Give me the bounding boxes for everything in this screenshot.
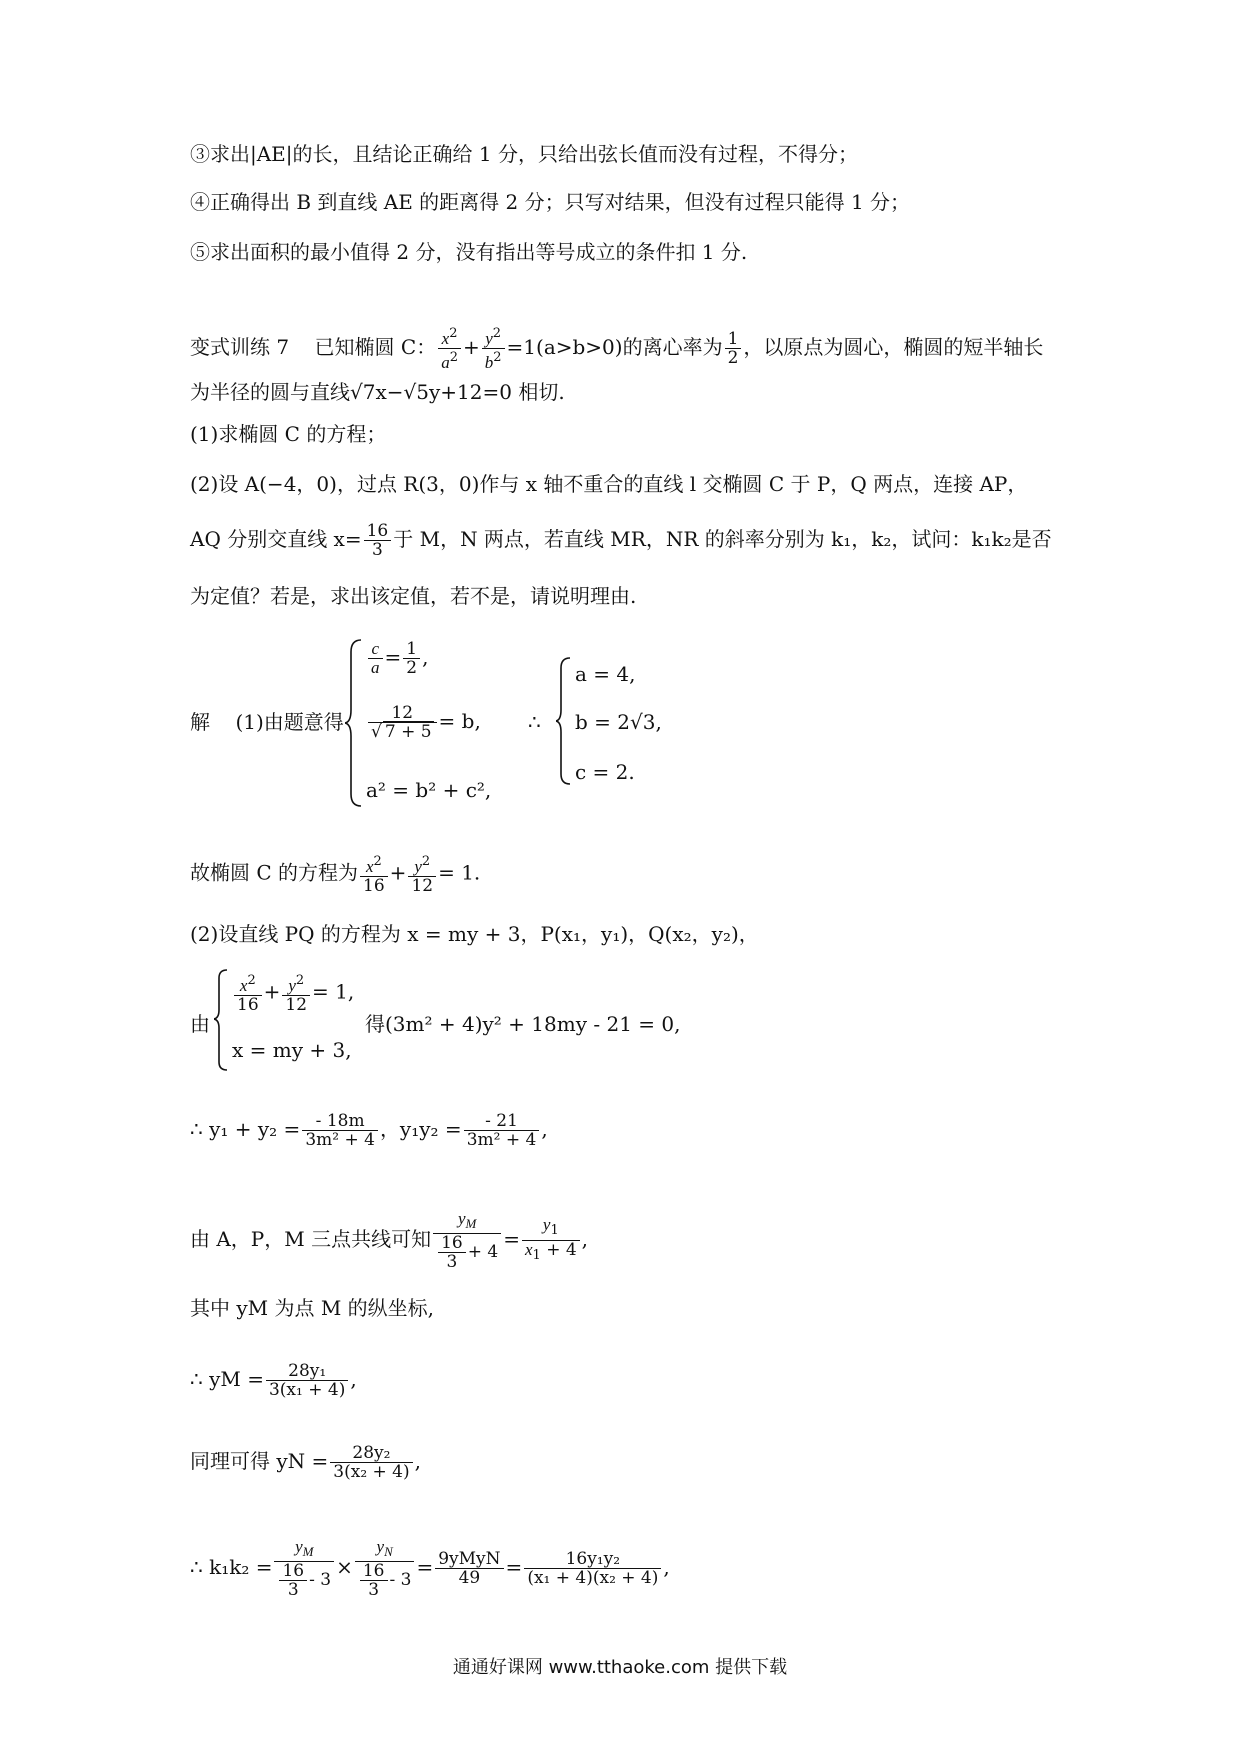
problem-label: 变式训练 7 [190,335,290,359]
question-2a: (2)设 A(−4，0)，过点 R(3，0)作与 x 轴不重合的直线 l 交椭圆 C 于 P，Q 两点，连接 AP， [190,472,1028,496]
k1k2-formula: ∴ k₁k₂ = $y_M$ $\frac{16}{3}$ - 3 × $y_N$ $\frac{16}{3}$ - 3 = $\frac{\text{9yMyN}}{49}$ = $\frac{\text{16y₁y₂}}{\text{(x₁ + 4)(x₂ + 4)}}$ , [190,1537,670,1600]
system-brace-2 [556,656,574,786]
question-2c: 为定值？若是，求出该定值，若不是，请说明理由. [190,584,637,608]
yM-formula: ∴ yM = $\frac{\text{28y₁}}{\text{3(x₁ + 4)}}$ , [190,1361,357,1400]
page-footer: 通通好课网 www.tthaoke.com 提供下载 [452,1657,788,1678]
system2-row-2: x = my + 3, [232,1038,352,1062]
quadratic-result: 得(3m² + 4)y² + 18my - 21 = 0, [365,1012,681,1036]
system-row-1: $\frac{c}{a}$ = $\frac{1}{2}$ , [366,640,428,677]
frac-x2-a2: $\frac{x^2}{a^2}$ [438,325,461,372]
result-c: c = 2. [575,760,635,784]
problem-tail: ，以原点为圆心，椭圆的短半轴长 [743,335,1044,359]
part2-setup: (2)设直线 PQ 的方程为 x = my + 3，P(x₁，y₁)，Q(x₂，y₂)， [190,922,759,946]
frac-y2-b2: $\frac{y^2}{b^2}$ [482,325,505,372]
question-2b: AQ 分别交直线 x= $\frac{16}{3}$ 于 M，N 两点，若直线 MR，NR 的斜率分别为 k₁，k₂，试问：k₁k₂是否 [190,521,1052,560]
system-brace-3 [214,968,230,1072]
therefore-symbol: ∴ [528,710,541,734]
scoring-item-4: ④正确得出 B 到直线 AE 的距离得 2 分；只写对结果，但没有过程只能得 1 分； [190,190,911,214]
frac-16-3: $\frac{16}{3}$ [364,522,392,559]
system-row-3: a² = b² + c², [366,778,492,802]
problem-line-2: 为半径的圆与直线√7x−√5y+12=0 相切. [190,380,565,404]
problem-cond: =1(a>b>0)的离心率为 [506,335,723,359]
result-b: b = 2√3, [575,710,662,734]
problem-line-1: 变式训练 7 已知椭圆 C： $\frac{x^2}{a^2}$ + $\frac{y^2}{b^2}$ =1(a>b>0)的离心率为 $\frac{1}{2}$ ，以原点为圆心，椭圆的短半轴长 [190,326,1044,372]
system-row-2: $\frac{12}{√ 7 + 5}$ = b, [366,704,481,741]
ellipse-equation: 故椭圆 C 的方程为 $\frac{x^2}{16}$ + $\frac{y^2}{12}$ = 1. [190,854,481,896]
solution-part1-intro: 解 (1)由题意得 [190,710,344,734]
result-a: a = 4, [575,662,636,686]
question-1: (1)求椭圆 C 的方程； [190,422,387,446]
system2-pre: 由 [190,1012,210,1036]
collinear-condition: 由 A，P，M 三点共线可知 $y_M$ $\frac{16}{3}$ + 4 = $\frac{y_1}{x_1 + 4}$ , [190,1209,589,1272]
system-brace-1 [345,638,365,808]
yN-formula: 同理可得 yN = $\frac{\text{28y₂}}{\text{3(x₂ + 4)}}$ , [190,1443,421,1482]
yM-definition: 其中 yM 为点 M 的纵坐标, [190,1296,435,1320]
scoring-item-3: ③求出|AE|的长，且结论正确给 1 分，只给出弦长值而没有过程，不得分； [190,142,858,166]
scoring-item-5: ⑤求出面积的最小值得 2 分，没有指出等号成立的条件扣 1 分. [190,240,748,264]
system2-row-1: $\frac{x^2}{16}$ + $\frac{y^2}{12}$ = 1, [232,972,354,1014]
frac-half: $\frac{1}{2}$ [725,330,742,367]
problem-intro: 已知椭圆 C： [314,335,437,359]
vieta-formulas: ∴ y₁ + y₂ = $\frac{- 18m}{\text{3m² + 4}}$ ，y₁y₂ = $\frac{- 21}{\text{3m² + 4}}$ , [190,1111,548,1150]
solution-label: 解 [190,710,210,734]
